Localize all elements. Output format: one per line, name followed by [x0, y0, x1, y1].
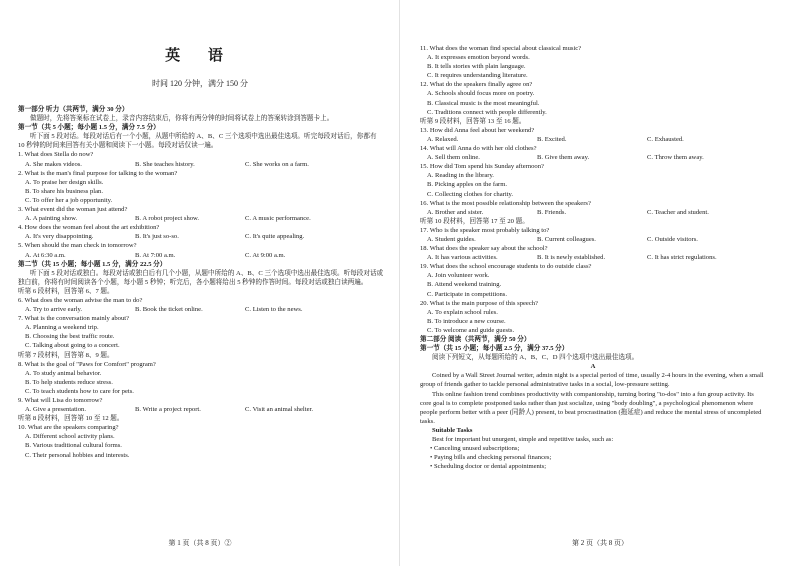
option-a: A. She makes videos.: [25, 160, 82, 168]
option-b: B. She teaches history.: [135, 160, 195, 168]
option-a: A. A painting show.: [25, 215, 78, 223]
question-1: 1. What does Stella do now?: [18, 151, 94, 159]
passage-label: A: [590, 363, 596, 371]
question-16: 16. What is the most possible relationship between the speakers?: [420, 199, 591, 207]
option-b: B. Attend weekend training.: [427, 281, 502, 289]
question-4: 4. How does the woman feel about the art exhibition?: [18, 224, 160, 232]
option-c: C. A music performance.: [245, 215, 311, 223]
question-7: 7. What is the conversation mainly about?: [18, 315, 130, 323]
option-a: A. Different school activity plans.: [25, 433, 115, 441]
question-3: 3. What event did the woman just attend?: [18, 206, 128, 214]
option-a: A. Student guides.: [427, 235, 476, 243]
material-7-note: 听第 7 段材料，回答第 8、9 题。: [18, 351, 114, 359]
part1-intro: 做题时，先将答案标在试卷上，录音内容结束后，你将有两分钟的时间将试卷上的答案转涂到答题卡上。: [30, 115, 334, 123]
material-9-note: 听第 9 段材料，回答第 13 至 16 题。: [420, 117, 526, 125]
question-8: 8. What is the goal of "Paws for Comfort" program?: [18, 360, 156, 368]
option-a: A. To praise her design skills.: [25, 178, 104, 186]
bullet-item: • Scheduling doctor or dental appointments;: [430, 463, 547, 471]
option-c: C. Collecting clothes for charity.: [427, 190, 514, 198]
option-c: C. It's quite appealing.: [245, 233, 305, 241]
question-12: 12. What do the speakers finally agree on?: [420, 81, 533, 89]
option-a: A. It's very disappointing.: [25, 233, 94, 241]
option-b: B. Write a project report.: [135, 406, 201, 414]
question-17-options: [420, 235, 766, 244]
reading-section1-title: 第一节（共 15 小题；每小题 2.5 分，满分 37.5 分）: [420, 345, 569, 353]
option-a: A. Schools should focus more on poetry.: [427, 90, 535, 98]
option-a: A. To study animal behavior.: [25, 369, 102, 377]
question-20: 20. What is the main purpose of this speech?: [420, 299, 538, 307]
passage-paragraph: Coined by a Wall Street Journal writer, admin night is a special period of time, usually 2-4 hours in the evening, when a small group of friends gather to tackle personal administrative tasks in a social, low-pressure setting.: [420, 372, 764, 389]
question-11: 11. What does the woman find special about classical music?: [420, 45, 582, 52]
option-a: A. Relaxed.: [427, 135, 459, 143]
option-b: B. Give them away.: [537, 154, 590, 162]
question-1-options: [18, 160, 384, 169]
option-a: A. Give a presentation.: [25, 406, 86, 414]
option-c: C. She works on a farm.: [245, 160, 309, 168]
option-b: B. To share his business plan.: [25, 187, 103, 195]
question-13: 13. How did Anna feel about her weekend?: [420, 126, 535, 134]
question-2: 2. What is the man's final purpose for talking to the woman?: [18, 169, 178, 177]
option-c: C. It has strict regulations.: [647, 254, 717, 262]
question-13-options: [420, 135, 766, 144]
option-c: C. Visit an animal shelter.: [245, 406, 313, 414]
material-6-note: 听第 6 段材料，回答第 6、7 题。: [18, 287, 114, 295]
option-b: B. Classical music is the most meaningful.: [427, 99, 540, 107]
section2-intro: 听下面 5 段对话或独白。每段对话或独白后有几个小题，从题中所给的 A、B、C 三个选项中选出最佳选项。听每段对话或独白前，你将有时间阅读各个小题，每小题 5 秒钟；听完后，各小题将给出 5 秒钟的作答时间。每段对话或独白读两遍。: [18, 269, 384, 286]
option-a: A. It has various activities.: [427, 254, 498, 262]
passage-subheading: Suitable Tasks: [432, 426, 473, 434]
section1-title: 第一节（共 5 小题；每小题 1.5 分，满分 7.5 分）: [18, 124, 160, 132]
question-10: 10. What are the speakers comparing?: [18, 424, 119, 432]
option-c: C. To teach students how to care for pets.: [25, 387, 134, 395]
question-14-options: [420, 153, 766, 162]
part1-title: 第一部分 听力（共两节，满分 30 分）: [18, 106, 129, 113]
option-c: C. Throw them away.: [647, 154, 704, 162]
option-b: B. Book the ticket online.: [135, 306, 203, 314]
material-8-note: 听第 8 段材料，回答第 10 至 12 题。: [18, 415, 124, 423]
option-b: B. To help students reduce stress.: [25, 378, 113, 386]
option-b: B. Picking apples on the farm.: [427, 181, 508, 189]
material-10-note: 听第 10 段材料，回答第 17 至 20 题。: [420, 217, 529, 225]
right-page: [400, 0, 800, 566]
option-a: A. To explain school rules.: [427, 308, 498, 316]
option-a: A. Reading in the library.: [427, 172, 494, 180]
option-b: B. It is newly established.: [537, 254, 606, 262]
option-b: B. Current colleagues.: [537, 235, 596, 243]
option-c: C. Outside visitors.: [647, 235, 698, 243]
option-b: B. Excited.: [537, 135, 567, 143]
option-c: C. To offer her a job opportunity.: [25, 196, 113, 204]
option-c: C. Talking about going to a concert.: [25, 342, 120, 350]
question-6-options: [18, 305, 384, 314]
question-9: 9. What will Lisa do tomorrow?: [18, 397, 103, 404]
right-content: [420, 44, 766, 471]
question-4-options: [18, 232, 384, 241]
question-5: 5. When should the man check in tomorrow?: [18, 242, 137, 250]
option-b: B. To introduce a new course.: [427, 317, 506, 325]
option-c: C. It requires understanding literature.: [427, 72, 528, 80]
section2-title: 第二节（共 15 小题；每小题 1.5 分，满分 22.5 分）: [18, 260, 167, 268]
option-a: A. Join volunteer work.: [427, 272, 490, 280]
option-c: C. Their personal hobbies and interests.: [25, 451, 130, 459]
question-14: 14. What will Anna do with her old clothes?: [420, 145, 537, 153]
section1-intro: 听下面 5 段对话。每段对话后有一个小题，从题中所给的 A、B、C 三个选项中选出最佳选项。听完每段对话后，你都有 10 秒钟的时间来回答有关小题和阅读下一小题。每段对话仅读一遍。: [18, 133, 377, 150]
bullet-item: • Canceling unused subscriptions;: [430, 445, 520, 453]
option-b: B. A robot project show.: [135, 215, 200, 223]
option-b: B. It tells stories with plain language.: [427, 63, 526, 71]
option-b: B. Various traditional cultural forms.: [25, 442, 122, 450]
exam-title: 英 语: [165, 48, 235, 64]
option-a: A. Brother and sister.: [427, 208, 484, 216]
option-b: B. At 7:00 a.m.: [135, 251, 176, 259]
page-footer: 第 1 页（共 8 页）②: [168, 539, 232, 547]
option-b: B. Friends.: [537, 208, 567, 216]
option-c: C. To welcome and guide guests.: [427, 326, 515, 334]
left-content: [18, 105, 384, 460]
option-a: A. Planning a weekend trip.: [25, 324, 99, 332]
question-18: 18. What does the speaker say about the school?: [420, 245, 548, 253]
question-6: 6. What does the woman advise the man to do?: [18, 296, 143, 304]
option-c: C. At 9:00 a.m.: [245, 251, 286, 259]
option-c: C. Traditions connect with people differently.: [427, 108, 547, 116]
part2-title: 第二部分 阅读（共两节，满分 50 分）: [420, 336, 531, 343]
question-5-options: [18, 251, 384, 260]
option-a: A. Sell them online.: [427, 154, 480, 162]
option-a: A. Try to arrive early.: [25, 306, 83, 314]
option-c: C. Exhausted.: [647, 135, 684, 143]
question-19: 19. What does the school encourage students to do outside class?: [420, 263, 592, 271]
option-c: C. Listen to the news.: [245, 306, 303, 314]
option-c: C. Participate in competitions.: [427, 290, 508, 298]
question-9-options: [18, 405, 384, 414]
option-a: A. At 6:30 a.m.: [25, 251, 66, 259]
question-16-options: [420, 208, 766, 217]
option-b: B. Choosing the best traffic route.: [25, 333, 115, 341]
passage-paragraph: Best for important but unurgent, simple and repetitive tasks, such as:: [432, 436, 614, 444]
question-18-options: [420, 253, 766, 262]
question-17: 17. Who is the speaker most probably talking to?: [420, 226, 550, 234]
bullet-item: • Paying bills and checking personal finances;: [430, 454, 552, 462]
question-3-options: [18, 214, 384, 223]
page-footer: 第 2 页（共 8 页）: [572, 539, 628, 547]
question-15: 15. How did Tom spend his Sunday afternoon?: [420, 163, 544, 171]
option-c: C. Teacher and student.: [647, 208, 709, 216]
option-a: A. It expresses emotion beyond words.: [427, 54, 530, 62]
option-b: B. It's just so-so.: [135, 233, 179, 241]
exam-subtitle: 时间 120 分钟，满分 150 分: [152, 79, 248, 88]
reading-section1-intro: 阅读下列短文，从每题所给的 A、B、C、D 四个选项中选出最佳选项。: [432, 354, 639, 362]
passage-paragraph: This online fashion trend combines productivity with companionship, turning boring "to-dos" into a fun group activity. Its core goal is to complete postponed tasks rather than just socialize, using "body doubling", a psychological phenomenon where people perform better with a peer (同龄人) present, to beat procrastination (拖延症) and reduce the mental stress of uncompleted tasks.: [420, 390, 762, 425]
